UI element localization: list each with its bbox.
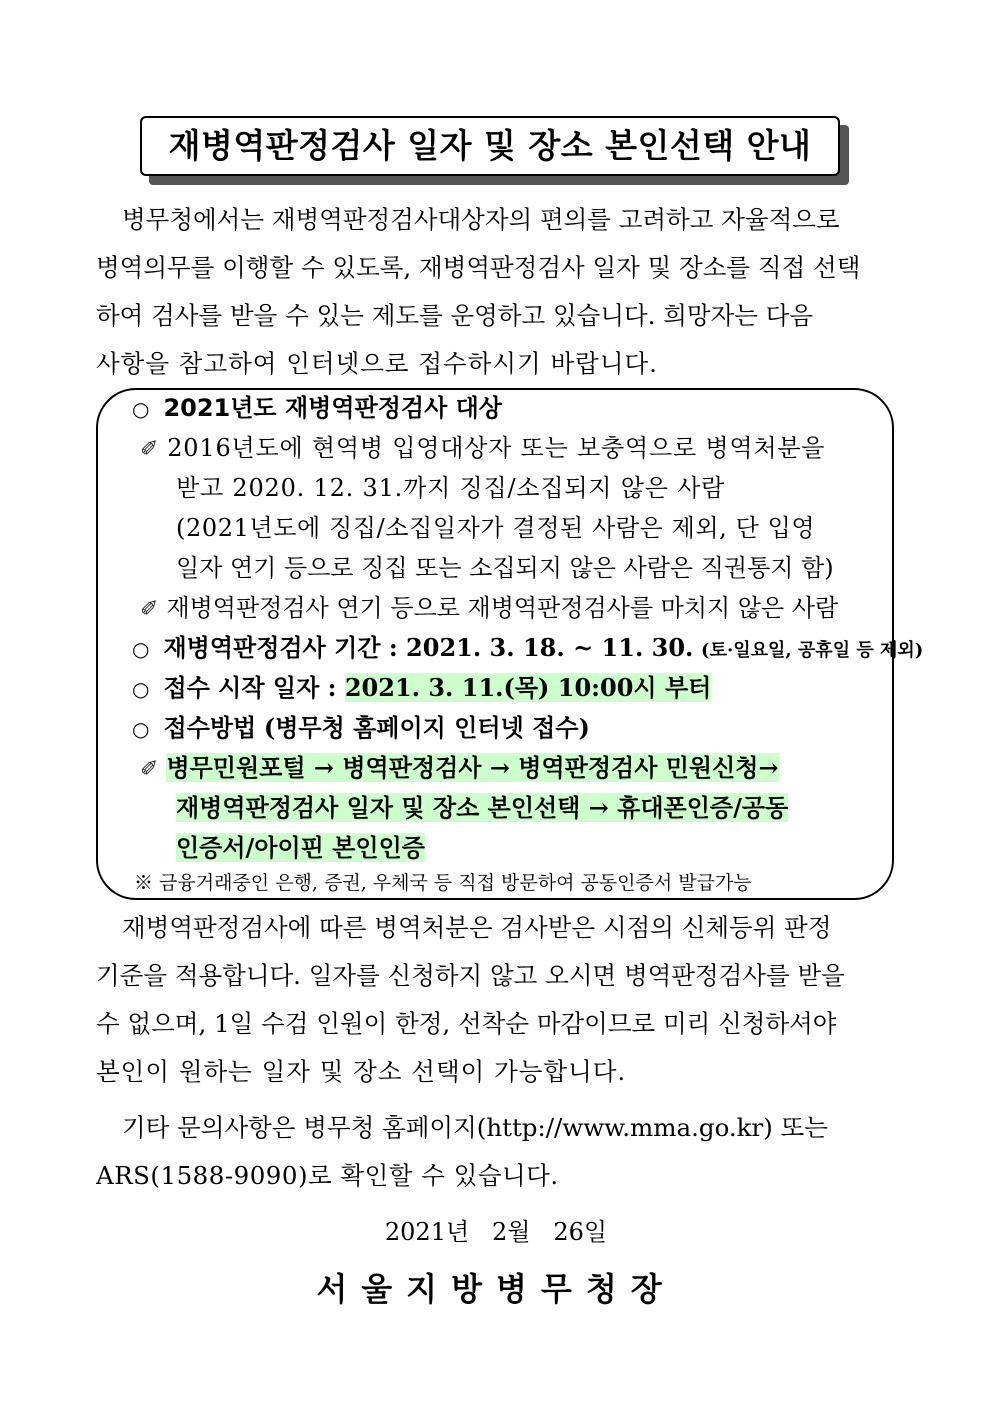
method-steps-line2: 재병역판정검사 일자 및 장소 본인선택 → 휴대폰인증/공동: [176, 793, 789, 822]
footnote: ※ 금융거래중인 은행, 증권, 우체국 등 직접 방문하여 공동인증서 발급가능: [134, 872, 752, 894]
target-item-1: ✐ 2016년도에 현역병 입영대상자 또는 보충역으로 병역처분을: [140, 434, 826, 462]
period-label: 재병역판정검사 기간 :: [163, 633, 407, 662]
outro-line-3: 수 없으며, 1일 수검 인원이 한정, 선착순 마감이므로 미리 신청하셔야: [96, 1009, 837, 1038]
intro-line-4: 사항을 참고하여 인터넷으로 접수하시기 바랍니다.: [96, 349, 658, 378]
method-label: 접수방법: [163, 713, 257, 742]
target-item-1-line2: 받고 2020. 12. 31.까지 징집/소집되지 않은 사람: [176, 474, 726, 502]
method-steps-line3: 인증서/아이핀 본인인증: [176, 833, 425, 862]
title-frame: [140, 116, 850, 188]
pencil-icon: ✐: [140, 437, 160, 462]
method-row: [132, 710, 590, 747]
target-item-2: ✐ 재병역판정검사 연기 등으로 재병역판정검사를 마치지 않은 사람: [140, 594, 839, 622]
circle-bullet-icon: ○: [132, 397, 150, 421]
contact-line-1: 기타 문의사항은 병무청 홈페이지(http://www.mma.go.kr) 또는: [96, 1104, 898, 1152]
circle-bullet-icon: ○: [132, 677, 150, 701]
pencil-icon: ✐: [140, 597, 159, 622]
method-steps: ✐ 병무민원포털 → 병역판정검사 → 병역판정검사 민원신청→: [140, 753, 779, 782]
period-note: (토·일요일, 공휴일 등 제외): [701, 640, 924, 661]
outro-paragraph: [96, 904, 898, 1096]
target-item-1-line4: 일자 연기 등으로 징집 또는 소집되지 않은 사람은 직권통지 함): [176, 554, 834, 582]
method-note: (병무청 홈페이지 인터넷 접수): [263, 713, 590, 742]
intro-paragraph: [96, 196, 898, 388]
pencil-icon: ✐: [140, 757, 159, 782]
target-heading: 2021년도 재병역판정검사 대상: [163, 394, 502, 422]
outro-line-2: 기준을 적용합니다. 일자를 신청하지 않고 오시면 병역판정검사를 받을: [96, 961, 845, 990]
signature: 서울지방병무청장: [316, 1270, 676, 1308]
period-value: 2021. 3. 18. ~ 11. 30.: [406, 633, 694, 662]
outro-line-1: 재병역판정검사에 따른 병역처분은 검사받은 시점의 신체등위 판정: [122, 913, 832, 942]
outro-line-4: 본인이 원하는 일자 및 장소 선택이 가능합니다.: [96, 1057, 627, 1086]
target-item-1-line3: (2021년도에 징집/소집일자가 결정된 사람은 제외, 단 입영: [176, 514, 816, 542]
circle-bullet-icon: ○: [132, 637, 150, 661]
page-title: 재병역판정검사 일자 및 장소 본인선택 안내: [140, 116, 840, 176]
homepage-link[interactable]: 홈페이지(http://www.mma.go.kr): [382, 1113, 773, 1142]
contact-line-2: ARS(1588-9090)로 확인할 수 있습니다.: [96, 1161, 559, 1190]
intro-line-3: 하여 검사를 받을 수 있는 제도를 운영하고 있습니다. 희망자는 다음: [96, 301, 814, 330]
circle-bullet-icon: ○: [132, 717, 150, 741]
intro-line-2: 병역의무를 이행할 수 있도록, 재병역판정검사 일자 및 장소를 직접 선택: [96, 253, 861, 282]
intro-line-1: 병무청에서는 재병역판정검사대상자의 편의를 고려하고 자율적으로: [122, 205, 840, 234]
contact-paragraph: [96, 1104, 898, 1200]
start-label: 접수 시작 일자 :: [163, 673, 345, 702]
period-row: [132, 630, 923, 669]
issue-date: 2021년 2월 26일: [384, 1218, 608, 1246]
start-value: 2021. 3. 11.(목) 10:00시 부터: [344, 673, 712, 702]
target-heading-row: [132, 390, 502, 427]
start-date-row: [132, 670, 711, 707]
